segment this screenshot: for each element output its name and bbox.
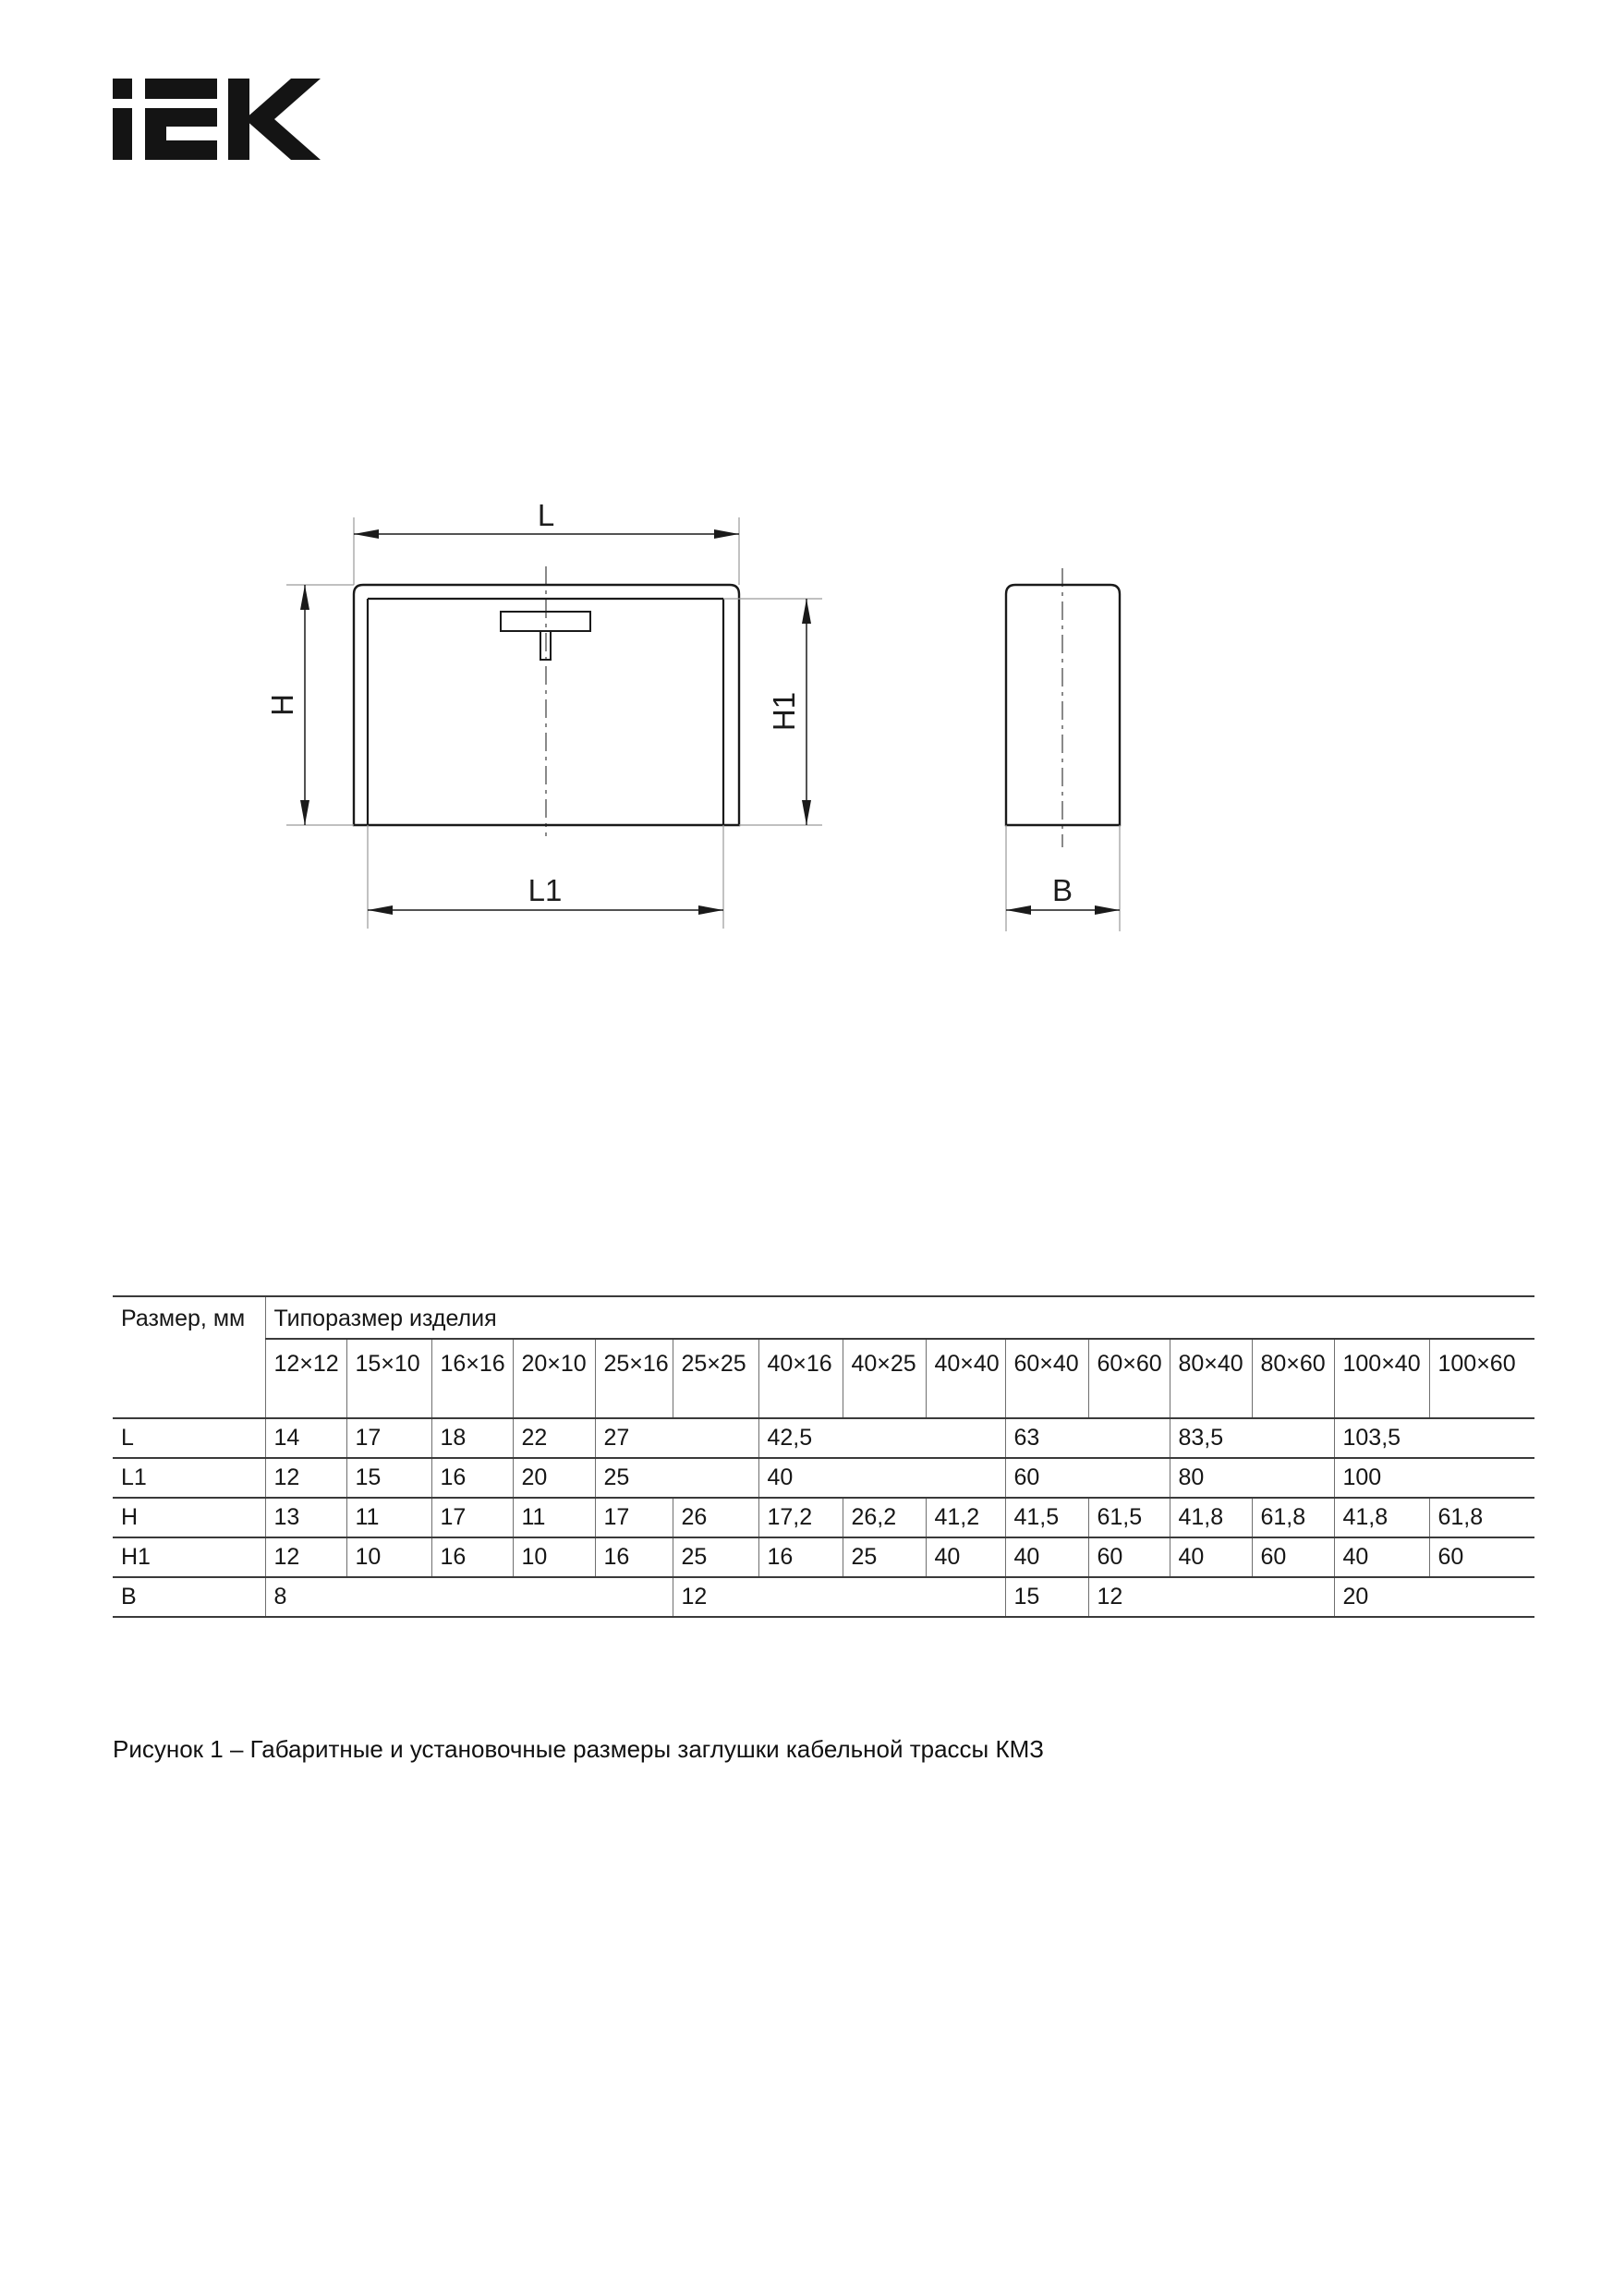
side-view [1006,568,1120,931]
table-cell: 17 [431,1498,513,1537]
table-cell: 12 [265,1537,346,1577]
table-cell: 11 [513,1498,595,1537]
table-cell: 41,5 [1005,1498,1088,1537]
table-cell: 41,8 [1334,1498,1429,1537]
column-header: 60×40 [1005,1339,1088,1418]
table-cell: 12 [265,1458,346,1498]
table-cell: 20 [1334,1577,1534,1617]
table-cell: 83,5 [1170,1418,1334,1458]
table-cell: 16 [431,1537,513,1577]
table-cell: 60 [1005,1458,1170,1498]
table-cell: 61,5 [1088,1498,1170,1537]
table-cell: 27 [595,1418,758,1458]
column-header: 15×10 [346,1339,431,1418]
column-header: 25×16 [595,1339,673,1418]
table-cell: 10 [513,1537,595,1577]
dimension-label-L: L [537,504,555,532]
arrowhead-up-icon [802,599,811,624]
table-cell: 16 [758,1537,843,1577]
row-label: L [113,1418,265,1458]
figure-caption: Рисунок 1 – Габаритные и установочные размеры заглушки кабельной трассы КМЗ [113,1735,1044,1763]
arrowhead-left-icon [368,905,393,915]
table-cell: 15 [346,1458,431,1498]
table-cell: 41,8 [1170,1498,1252,1537]
table-cell: 40 [1170,1537,1252,1577]
column-header: 80×40 [1170,1339,1252,1418]
dimensions-table-body [113,1418,1534,1617]
table-cell: 61,8 [1429,1498,1534,1537]
arrowhead-right-icon [698,905,723,915]
arrowhead-right-icon [1095,905,1120,915]
dimension-L1 [368,873,723,915]
dimension-label-B: B [1051,873,1073,907]
column-header: 100×60 [1429,1339,1534,1418]
row-label: H1 [113,1537,265,1577]
column-header: 100×40 [1334,1339,1429,1418]
table-cell: 12 [1088,1577,1334,1617]
column-header: 40×16 [758,1339,843,1418]
column-header: 12×12 [265,1339,346,1418]
column-header: 80×60 [1252,1339,1334,1418]
table-cell: 40 [1005,1537,1088,1577]
table-cell: 25 [843,1537,926,1577]
table-row [113,1458,1534,1498]
iek-logo [113,79,330,160]
arrowhead-right-icon [714,529,739,539]
dimension-B [1006,873,1120,915]
logo-e-top-bar [145,79,217,99]
table-row [113,1498,1534,1537]
table-cell: 80 [1170,1458,1334,1498]
column-header: 25×25 [673,1339,758,1418]
table-row [113,1537,1534,1577]
table-cell: 12 [673,1577,1005,1617]
table-cell: 41,2 [926,1498,1005,1537]
dimension-label-H: H [265,694,299,716]
arrowhead-left-icon [354,529,379,539]
table-cell: 61,8 [1252,1498,1334,1537]
table-cell: 100 [1334,1458,1534,1498]
table-cell: 40 [1334,1537,1429,1577]
row-label: H [113,1498,265,1537]
table-cell: 17 [595,1498,673,1537]
logo-e-body [145,108,217,160]
dimension-H1 [767,599,811,825]
column-header: 16×16 [431,1339,513,1418]
table-cell: 60 [1252,1537,1334,1577]
dimension-L [354,504,739,539]
arrowhead-down-icon [802,800,811,825]
row-label: L1 [113,1458,265,1498]
front-view [265,504,822,929]
column-header: 60×60 [1088,1339,1170,1418]
table-cell: 20 [513,1458,595,1498]
dimension-label-L1: L1 [528,873,563,907]
table-cell: 8 [265,1577,673,1617]
arrowhead-left-icon [1006,905,1031,915]
column-header: 20×10 [513,1339,595,1418]
group-header: Типоразмер изделия [265,1296,1534,1339]
table-cell: 18 [431,1418,513,1458]
table-cell: 40 [926,1537,1005,1577]
table-cell: 26 [673,1498,758,1537]
table-cell: 25 [673,1537,758,1577]
table-cell: 60 [1429,1537,1534,1577]
arrowhead-down-icon [300,800,309,825]
row-label: B [113,1577,265,1617]
table-cell: 16 [431,1458,513,1498]
table-cell: 17 [346,1418,431,1458]
table-cell: 15 [1005,1577,1088,1617]
logo-i-dot [113,79,132,99]
dimension-label-H1: H1 [767,691,801,732]
table-cell: 11 [346,1498,431,1537]
corner-header: Размер, мм [113,1296,265,1418]
dimension-H [265,585,309,825]
table-cell: 42,5 [758,1418,1005,1458]
column-header: 40×40 [926,1339,1005,1418]
size-header-row [113,1339,1534,1418]
arrowhead-up-icon [300,585,309,610]
table-cell: 14 [265,1418,346,1458]
table-cell: 103,5 [1334,1418,1534,1458]
table-cell: 17,2 [758,1498,843,1537]
end-cap-dimension-drawing [249,504,1173,947]
table-cell: 40 [758,1458,1005,1498]
table-cell: 10 [346,1537,431,1577]
table-cell: 16 [595,1537,673,1577]
table-cell: 25 [595,1458,758,1498]
table-row [113,1577,1534,1617]
table-cell: 13 [265,1498,346,1537]
logo-i-stem [113,108,132,160]
column-header: 40×25 [843,1339,926,1418]
table-cell: 60 [1088,1537,1170,1577]
table-cell: 22 [513,1418,595,1458]
table-cell: 26,2 [843,1498,926,1537]
dimensions-table [113,1295,1534,1618]
table-cell: 63 [1005,1418,1170,1458]
logo-k-chevron [245,79,321,160]
table-row [113,1418,1534,1458]
